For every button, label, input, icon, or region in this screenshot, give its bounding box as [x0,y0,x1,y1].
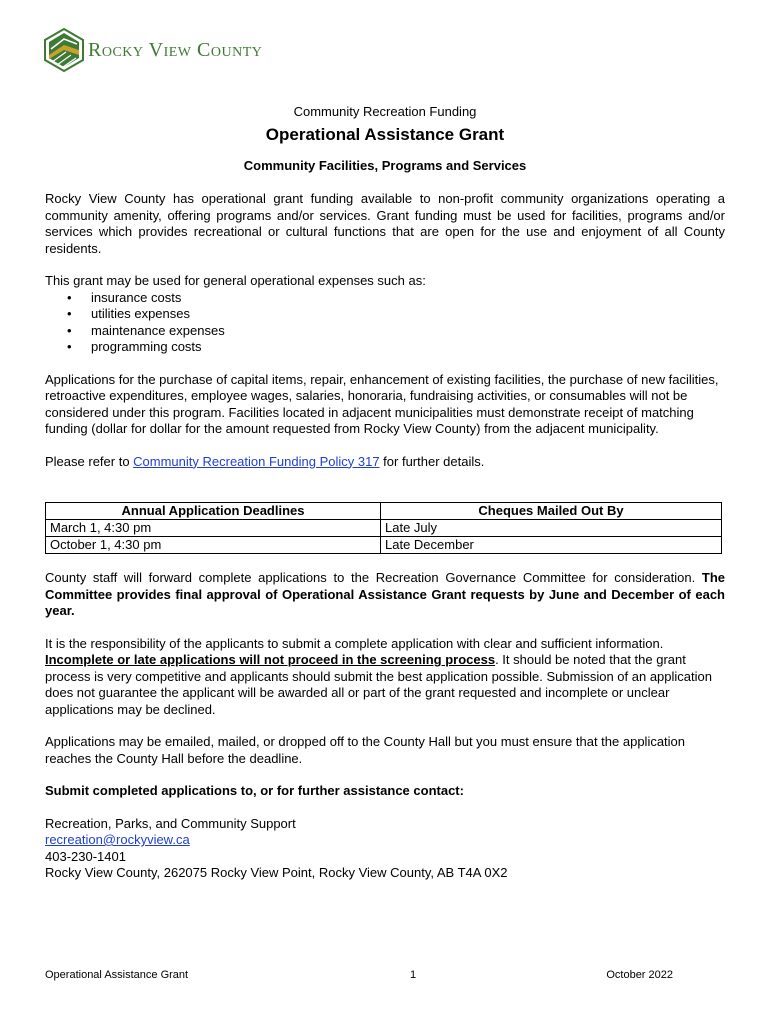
logo [44,28,262,72]
list-item: • insurance costs [67,290,725,307]
delivery-paragraph: Applications may be emailed, mailed, or dropped off to the County Hall but you must ensure that the application reaches the County Hall before the deadline. [45,734,686,766]
rocky-view-county-logo-icon [44,28,84,72]
section-heading: Community Facilities, Programs and Services [243,157,527,173]
contact-department: Recreation, Parks, and Community Support [45,815,296,831]
responsibility-text: It is the responsibility of the applicants to submit a complete application with clear and sufficient information. [45,635,664,651]
refer-paragraph [45,454,725,471]
doc-subtitle: Community Recreation Funding [293,104,477,119]
list-item: • maintenance expenses [67,323,725,340]
contact-phone: 403-230-1401 [45,848,126,864]
page-number: 1 [410,969,417,981]
refer-suffix: for further details. [379,453,485,469]
contact-heading: Submit completed applications to, or for further assistance contact: [45,783,464,798]
policy-link[interactable]: Community Recreation Funding Policy 317 [133,453,380,469]
contact-email-link[interactable]: recreation@rockyview.ca [45,832,190,847]
doc-title: Operational Assistance Grant [265,124,505,144]
committee-paragraph [45,570,725,620]
table-header: Cheques Mailed Out By [381,503,722,520]
table-cell: Late July [381,520,722,537]
table-header: Annual Application Deadlines [46,503,381,520]
table-row [46,520,722,537]
responsibility-rest: . It should be noted that the grant process is very competitive and applicants should submit the best application possible. Submission of an application does not guarantee the applicant will be awarded all or part of the grant requested and incomplete or unclear applications may be declined. [45,652,712,717]
committee-text: County staff will forward complete applications to the Recreation Governance Committee for consideration. [45,570,702,585]
list-item: • utilities expenses [67,306,725,323]
table-header-row [46,503,722,520]
footer-date: October 2022 [606,969,673,981]
uses-lead: This grant may be used for general operational expenses such as: [45,273,426,288]
uses-list [45,290,725,356]
document-body [45,104,725,882]
deadlines-table [45,502,722,554]
table-cell: March 1, 4:30 pm [46,520,381,537]
list-item: • programming costs [67,339,725,356]
refer-prefix: Please refer to [45,453,134,469]
screening-warning: Incomplete or late applications will not proceed in the screening process [45,652,496,667]
committee-bold-text: The Committee provides final approval of Operational Assistance Grant requests by June and December of each year. [45,570,725,618]
contact-block [45,816,725,882]
exclusions-paragraph: Applications for the purchase of capital items, repair, enhancement of existing facilities, the purchase of new facilities, retroactive expenditures, employee wages, salaries, honoraria, fundraising activities, or consumables will not be considered under this program. Facilities located in adjacent municipalities must demonstrate receipt of matching funding (dollar for dollar for the amount requested from Rocky View County) from the adjacent municipality. [45,371,719,436]
intro-paragraph: Rocky View County has operational grant funding available to non-profit community organizations operating a community amenity, offering programs and/or services. Grant funding must be used for facilities, programs and/or services which provides recreational or cultural functions that are open for the use and enjoyment of all County residents. [45,191,725,256]
table-row [46,537,722,554]
org-name: Rocky View County [88,38,263,61]
responsibility-paragraph [45,636,725,719]
contact-address: Rocky View County, 262075 Rocky View Point, Rocky View County, AB T4A 0X2 [45,865,508,880]
table-cell: Late December [381,537,722,554]
footer-doc-title: Operational Assistance Grant [45,969,189,981]
table-cell: October 1, 4:30 pm [46,537,381,554]
